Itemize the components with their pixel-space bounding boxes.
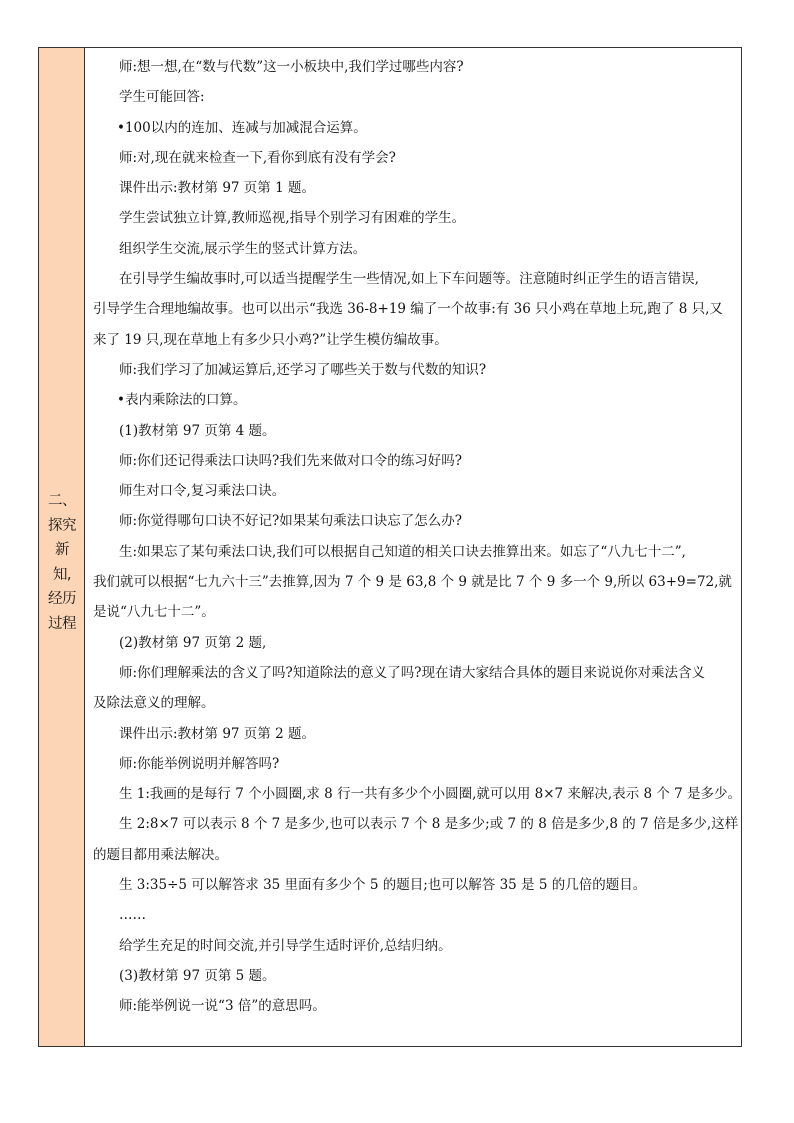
text-line: •表内乘除法的口算。 — [117, 392, 247, 409]
text-line: 是说“八九七十二”。 — [93, 604, 215, 621]
text-line: 师:你们理解乘法的含义了吗?知道除法的意义了吗?现在请大家结合具体的题目来说说你对乘法含义 — [119, 664, 706, 681]
text-line: 生 3:35÷5 可以解答求 35 里面有多少个 5 的题目;也可以解答 35 是 5 的几倍的题目。 — [119, 877, 647, 894]
section-label-part: 知, — [52, 566, 72, 583]
text-line: …… — [119, 907, 146, 924]
text-line: 师:对,现在就来检查一下,看你到底有没有学会? — [119, 149, 396, 166]
section-label-part: 经历 — [48, 591, 76, 607]
text-line: (3)教材第 97 页第 5 题。 — [119, 967, 276, 984]
text-line: 的题目都用乘法解决。 — [93, 846, 228, 863]
section-label-part: 二、 — [48, 493, 76, 509]
text-line: 学生可能回答: — [119, 89, 205, 106]
text-line: 师:能举例说一说“3 倍”的意思吗。 — [119, 998, 326, 1015]
text-line: (2)教材第 97 页第 2 题, — [119, 634, 267, 651]
lesson-text — [93, 52, 743, 1022]
section-label-part: 过程 — [48, 615, 76, 632]
text-line: 给学生充足的时间交流,并引导学生适时评价,总结归纳。 — [119, 937, 452, 954]
section-cell — [39, 48, 85, 1046]
text-line: 师:你能举例说明并解答吗? — [119, 755, 280, 772]
text-line: 组织学生交流,展示学生的竖式计算方法。 — [119, 240, 367, 257]
text-line: 师:你觉得哪句口诀不好记?如果某句乘法口诀忘了怎么办? — [119, 513, 463, 530]
text-line: 师生对口令,复习乘法口诀。 — [119, 483, 286, 500]
text-line: 课件出示:教材第 97 页第 2 题。 — [119, 725, 315, 742]
text-line: 生 2:8×7 可以表示 8 个 7 是多少,也可以表示 7 个 8 是多少;或 7 的 8 倍是多少,8 的 7 倍是多少,这样 — [119, 816, 739, 833]
text-line: 师:想一想,在“数与代数”这一小板块中,我们学过哪些内容? — [119, 59, 464, 75]
section-label-part: 新 — [55, 542, 69, 558]
text-line: 师:我们学习了加减运算后,还学习了哪些关于数与代数的知识? — [119, 361, 487, 378]
text-line: 及除法意义的理解。 — [93, 695, 215, 712]
text-line: 师:你们还记得乘法口诀吗?我们先来做对口令的练习好吗? — [119, 452, 463, 469]
text-line: 我们就可以根据“七九六十三”去推算,因为 7 个 9 是 63,8 个 9 就是比 7 个 9 多一个 9,所以 63+9=72,就 — [93, 574, 732, 591]
lesson-table — [38, 47, 742, 1047]
section-label-part: 探究 — [48, 517, 76, 534]
text-line: 引导学生合理地编故事。也可以出示“我选 36-8+19 编了一个故事:有 36 只小鸡在草地上玩,跑了 8 只,又 — [93, 301, 723, 318]
text-line: •100以内的连加、连减与加减混合运算。 — [117, 119, 367, 136]
text-line: 来了 19 只,现在草地上有多少只小鸡?”让学生模仿编故事。 — [93, 331, 448, 348]
text-line: 生:如果忘了某句乘法口诀,我们可以根据自己知道的相关口诀去推算出来。如忘了“八九七十二”, — [119, 543, 686, 560]
section-label — [41, 489, 83, 636]
text-line: 课件出示:教材第 97 页第 1 题。 — [119, 180, 315, 197]
text-line: 学生尝试独立计算,教师巡视,指导个别学习有困难的学生。 — [119, 210, 466, 227]
text-line: (1)教材第 97 页第 4 题。 — [119, 422, 276, 439]
text-line: 在引导学生编故事时,可以适当提醒学生一些情况,如上下车问题等。注意随时纠正学生的语言错误, — [119, 271, 699, 288]
content-cell — [85, 48, 741, 1046]
text-line: 生 1:我画的是每行 7 个小圆圈,求 8 行一共有多少个小圆圈,就可以用 8×7 来解决,表示 8 个 7 是多少。 — [119, 786, 742, 803]
